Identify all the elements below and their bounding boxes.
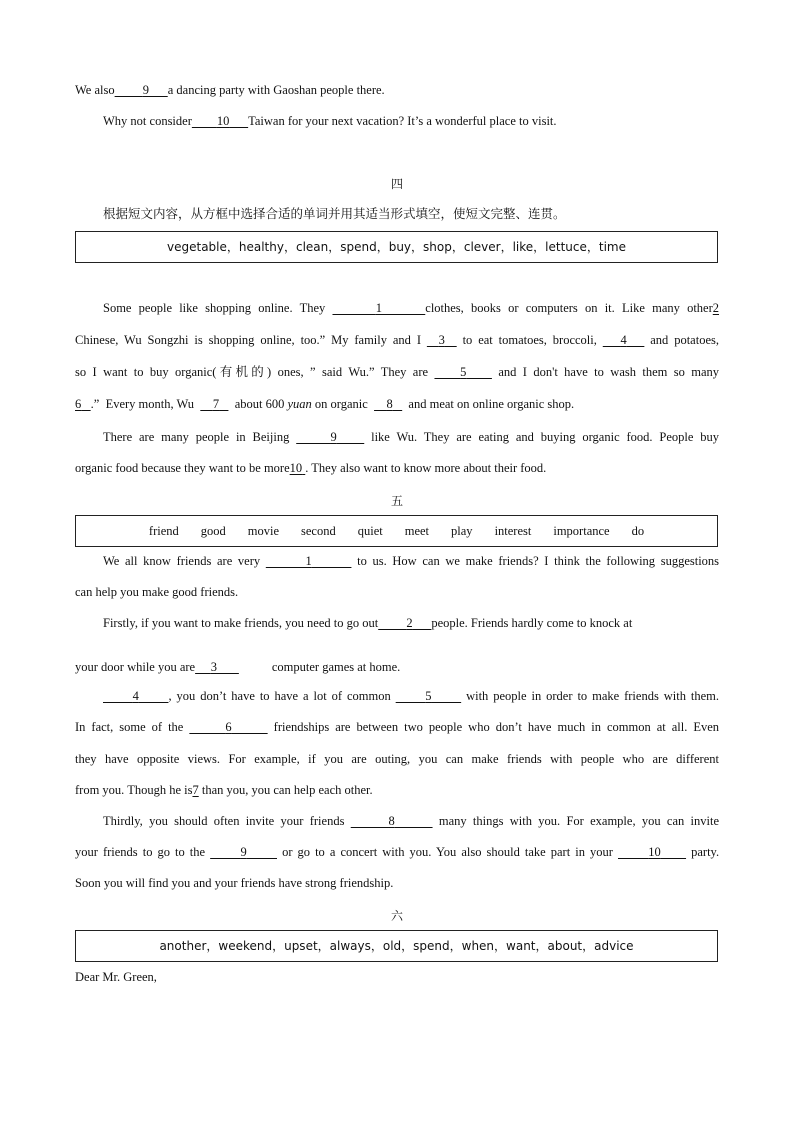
blank: 7 — [192, 783, 199, 797]
blank: 5 — [425, 689, 432, 703]
passage-line: In fact, some of the 6 friendships are between two people who don’t have much in common at all. Even — [75, 720, 720, 734]
word-bank-item: do — [631, 524, 645, 538]
passage-line: Thirdly, you should often invite your friends 8 many things with you. For example, you can invite — [103, 814, 720, 828]
blank: 8 — [386, 397, 393, 411]
passage-line: so I want to buy organic(有机的) ones, ” said Wu.” They are 5 and I don't have to wash them so many — [75, 365, 720, 379]
passage-line: 6 .” Every month, Wu 7 about 600 yuan on organic 8 and meat on online organic shop. — [75, 397, 575, 411]
passage-line: There are many people in Beijing 9 like Wu. They are eating and buying organic food. People buy — [103, 430, 720, 444]
word-list — [76, 516, 717, 546]
word-bank-item: movie — [247, 524, 280, 538]
word-bank: another，weekend，upset，always，old，spend，when，want，about，advice — [75, 930, 718, 962]
passage-line: We all know friends are very 1 to us. How can we make friends? I think the following suggestions — [103, 554, 720, 568]
passage-line: Why not consider 10 Taiwan for your next vacation? It’s a wonderful place to visit. — [103, 114, 557, 128]
passage-line: Some people like shopping online. They 1 clothes, books or computers on it. Like many other2 — [103, 301, 720, 315]
passage-line: your friends to go to the 9 or go to a concert with you. You also should take part in your 10 party. — [75, 845, 720, 859]
section-heading: 六 — [390, 909, 403, 923]
blank: 6 — [225, 720, 232, 734]
passage-line: 4 , you don’t have to have a lot of common 5 with people in order to make friends with them. — [75, 688, 719, 704]
instruction: 根据短文内容，从方框中选择合适的单词并用其适当形式填空，使短文完整、连贯。 — [103, 206, 566, 221]
blank: 9 — [240, 845, 247, 859]
blank: 4 — [620, 333, 627, 347]
passage-line: Chinese, Wu Songzhi is shopping online, too.” My family and I 3 to eat tomatoes, broccoli, 4 and potatoes, — [75, 333, 719, 347]
blank: 5 — [460, 365, 467, 379]
blank: 10 — [648, 845, 661, 859]
blank: 1 — [375, 301, 382, 315]
word-bank-item: second — [301, 524, 336, 538]
passage-line: they have opposite views. For example, if you are outing, you can make friends with people who are different — [75, 752, 719, 766]
blank: 7 — [212, 397, 220, 411]
blank: 9 — [330, 430, 337, 444]
word-bank-item: meet — [404, 524, 430, 538]
word-bank-item: good — [200, 524, 226, 538]
word-bank-item: play — [451, 524, 473, 538]
blank: 6 — [75, 397, 82, 411]
passage-line: Firstly, if you want to make friends, you need to go out 2 people. Friends hardly come to knock at — [103, 616, 633, 630]
blank: 9 — [142, 83, 149, 97]
blank: 2 — [712, 301, 720, 315]
section-heading: 四 — [390, 177, 403, 191]
blank: 3 — [210, 660, 217, 674]
blank: 4 — [132, 689, 139, 703]
word-bank: vegetable，healthy，clean，spend，buy，shop，clever，like，lettuce，time — [75, 231, 718, 263]
section-heading: 五 — [390, 494, 403, 508]
passage-line: can help you make good friends. — [75, 585, 239, 599]
word-bank-item: importance — [553, 524, 610, 538]
blank: 10 — [289, 461, 303, 475]
passage-line: from you. Though he is7 than you, you can help each other. — [75, 783, 373, 797]
word-bank-item: friend — [148, 524, 179, 538]
passage-line: Soon you will find you and your friends have strong friendship. — [75, 876, 394, 890]
passage-line: your door while you are 3 computer games at home. — [75, 660, 401, 674]
word-bank — [75, 515, 718, 547]
word-bank-item: interest — [494, 524, 532, 538]
blank: 8 — [388, 814, 395, 828]
passage-line: We also 9 a dancing party with Gaoshan people there. — [75, 83, 385, 97]
passage-line: organic food because they want to be more10 . They also want to know more about their food. — [75, 461, 547, 475]
word-bank-item: quiet — [357, 524, 383, 538]
blank: 3 — [438, 333, 445, 347]
blank: 2 — [406, 616, 413, 630]
blank: 1 — [305, 554, 312, 568]
blank: 10 — [216, 114, 230, 128]
letter-greeting: Dear Mr. Green, — [75, 970, 157, 984]
